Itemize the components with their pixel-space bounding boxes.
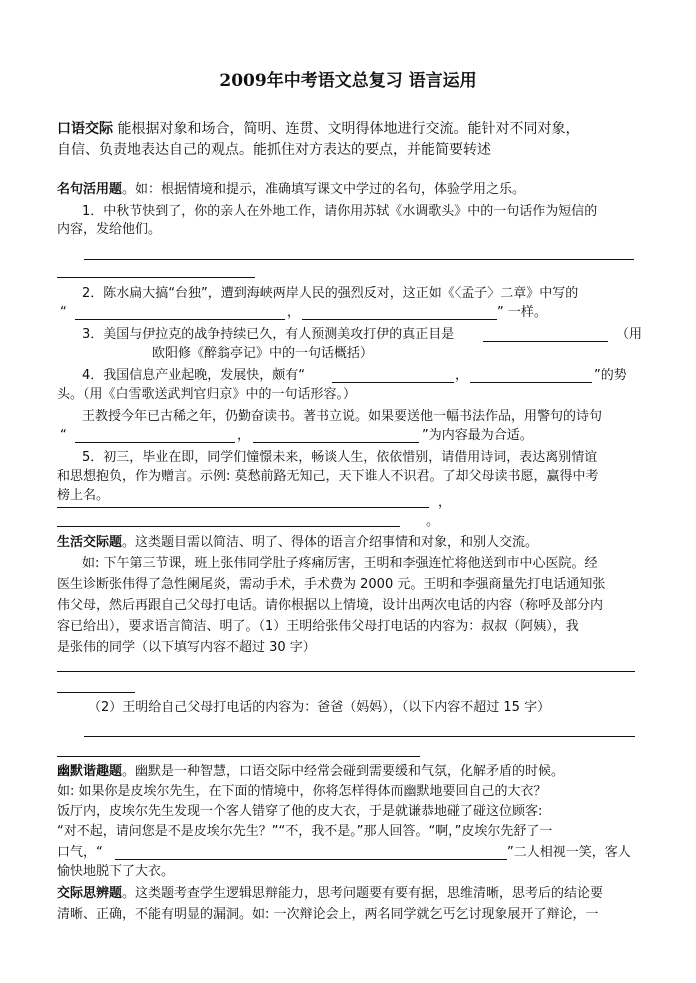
- intro-line-2: 自信、负责地表达自己的观点。能抓住对方表达的要点，并能简要转述: [57, 142, 491, 158]
- question-4-line-1: 4．我国信息产业起晚，发展快，颇有“: [82, 368, 306, 383]
- section-description: 。这类题考查学生逻辑思辩能力，思考问题要有要有据，思维清晰，思考后的结论要: [122, 886, 604, 901]
- answer-blank-q1a[interactable]: [84, 259, 634, 260]
- question-2-comma: ，: [287, 305, 301, 320]
- humor-line-3: “对不起，请问您是不是皮埃尔先生？”“不，我不是。”那人回答。“啊，”皮埃尔先舒了一: [57, 824, 553, 839]
- question-2-open-quote: “: [60, 305, 67, 320]
- answer-blank-q4b[interactable]: [470, 382, 592, 383]
- question-3-paren: （用: [616, 327, 643, 342]
- section-label: 名句活用题: [57, 182, 123, 197]
- question-4-comma: ，: [455, 368, 469, 383]
- humor-line-2: 饭厅内，皮埃尔先生发现一个客人错穿了他的皮大衣，于是就谦恭地碰了碰这位顾客:: [57, 804, 543, 819]
- question-3-line-1: 3．美国与伊拉克的战争持续已久，有人预测美攻打伊的真正目是: [82, 327, 455, 342]
- answer-blank-q5b[interactable]: [57, 526, 400, 527]
- wang-open-quote: “: [60, 428, 67, 443]
- answer-blank-call-1a[interactable]: [57, 671, 635, 672]
- question-5-line-2: 和思想抱负，作为赠言。示例: 莫愁前路无知己，天下谁人不识君。了却父母读书愿，赢得中考: [57, 469, 599, 484]
- life-para-line-1: 如: 下午第三节课，班上张伟同学肚子疼痛厉害，王明和李强连忙将他送到市中心医院。经: [82, 556, 598, 571]
- answer-blank-wang-a[interactable]: [75, 442, 235, 443]
- page-title: 2009年中考语文总复习 语言运用: [219, 71, 477, 91]
- section-heading-life: [57, 535, 538, 551]
- section-label: 交际思辨题: [57, 886, 123, 901]
- debate-line-1: 清晰、正确，不能有明显的漏洞。如: 一次辩论会上，两名同学就乞丐乞讨现象展开了辩论，一: [57, 907, 599, 922]
- answer-blank-humor[interactable]: [115, 859, 507, 860]
- humor-line-5: 愉快地脱下了大衣。: [57, 864, 175, 879]
- intro-text-1: 能根据对象和场合，简明、连贯、文明得体地进行交流。能针对不同对象，: [113, 121, 580, 137]
- section-label: 幽默谐趣题: [57, 764, 123, 779]
- life-para-line-5: 是张伟的同学（以下填写内容不超过 30 字）: [57, 640, 316, 655]
- section-heading-debate: [57, 886, 603, 902]
- answer-blank-q1b[interactable]: [57, 277, 255, 278]
- question-5-line-3: 榜上名。: [57, 488, 110, 503]
- answer-blank-wang-b[interactable]: [253, 442, 419, 443]
- answer-blank-call-1b[interactable]: [57, 692, 135, 693]
- answer-blank-q2b[interactable]: [302, 319, 497, 320]
- answer-blank-call-2a[interactable]: [84, 736, 635, 737]
- answer-blank-q5a[interactable]: [57, 507, 429, 508]
- life-para-line-4: 容已给出），要求语言简洁、明了。（1）王明给张伟父母打电话的内容为：叔叔（阿姨），我: [57, 619, 579, 634]
- question-3-line-2: 欧阳修《醉翁亭记》中的一句话概括）: [152, 346, 374, 361]
- wang-line-1: 王教授今年已古稀之年，仍勤奋读书。著书立说。如果要送他一幅书法作品，用警句的诗句: [82, 409, 603, 424]
- section-heading-quotes: [57, 182, 525, 198]
- question-5-comma: ，: [438, 495, 452, 510]
- life-para-line-2: 医生诊断张伟得了急性阑尾炎，需动手术，手术费为 2000 元。王明和李强商量先打电话通知张: [57, 577, 606, 592]
- wang-end: ”为内容最为合适。: [422, 428, 533, 443]
- humor-line-4-start: 口气，“: [57, 845, 103, 860]
- section-label: 生活交际题: [57, 535, 123, 550]
- question-4-line-2: 头。（用《白雪歌送武判官归京》中的一句话形容。）: [57, 387, 357, 402]
- humor-line-4-end: ”二人相视一笑，客人: [507, 845, 631, 860]
- section-description: 。这类题目需以简洁、明了、得体的语言介绍事情和对象，和别人交流。: [122, 535, 539, 550]
- intro-label: 口语交际: [57, 121, 113, 137]
- answer-blank-q3[interactable]: [483, 341, 608, 342]
- humor-line-1: 如: 如果你是皮埃尔先生，在下面的情境中，你将怎样得体而幽默地要回自己的大衣？: [57, 784, 547, 799]
- question-2-end: ” 一样。: [497, 305, 547, 320]
- question-1-line-2: 内容，发给他们。: [57, 222, 162, 237]
- wang-comma: ，: [237, 428, 251, 443]
- section-heading-humor: [57, 764, 564, 780]
- answer-blank-q2a[interactable]: [75, 319, 285, 320]
- question-5-line-1: 5．初三，毕业在即，同学们憧憬未来，畅谈人生，依依惜别，请借用诗词，表达离别情谊: [82, 450, 598, 465]
- intro-line-1: [57, 120, 579, 138]
- section-description: 。幽默是一种智慧，口语交际中经常会碰到需要缓和气氛，化解矛盾的时候。: [122, 764, 565, 779]
- question-5-period: 。: [426, 514, 440, 529]
- question-2-line-1: 2．陈水扁大搞“台独”，遭到海峡两岸人民的强烈反对，这正如《〈孟子〉二章》中写的: [82, 286, 579, 301]
- life-para-line-3: 伟父母，然后再跟自己父母打电话。请你根据以上情境，设计出两次电话的内容（称呼及部分内: [57, 598, 604, 613]
- section-description: 。如：根据情境和提示，准确填写课文中学过的名句，体验学用之乐。: [122, 182, 526, 197]
- life-para-line-6: （2）王明给自己父母打电话的内容为：爸爸（妈妈），（以下内容不超过 15 字）: [88, 700, 551, 715]
- answer-blank-q4a[interactable]: [332, 382, 454, 383]
- question-4-end: ”的势: [594, 368, 627, 383]
- answer-blank-call-2b[interactable]: [57, 756, 420, 757]
- question-1-line-1: 1．中秋节快到了，你的亲人在外地工作，请你用苏轼《水调歌头》中的一句话作为短信的: [82, 204, 598, 219]
